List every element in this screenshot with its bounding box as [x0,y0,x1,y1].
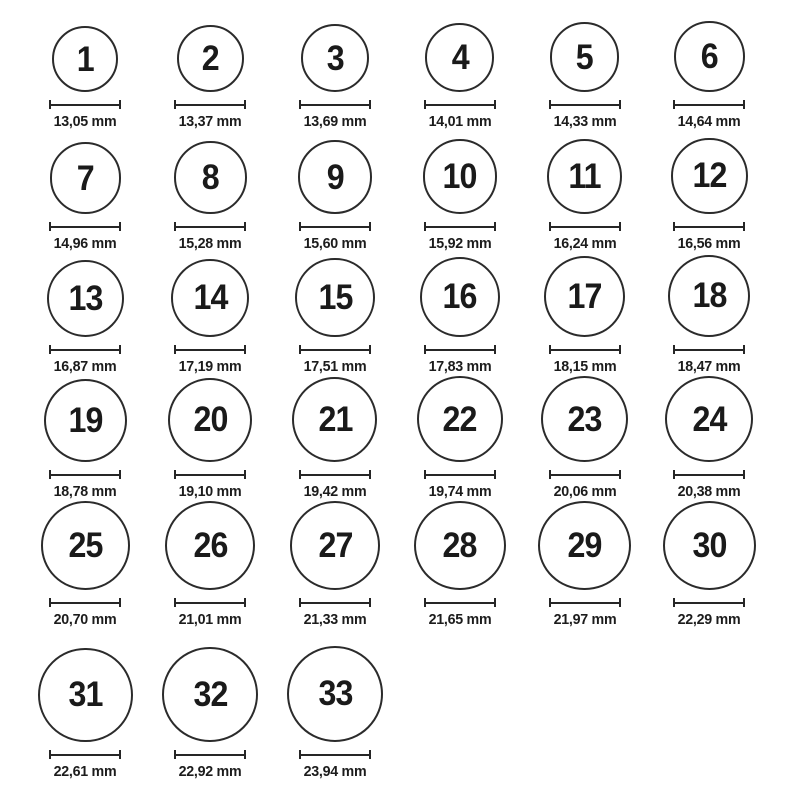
chart-row [23,501,800,629]
ring-size-item [23,253,148,376]
ring-circle [301,24,369,92]
ring-circle [168,378,252,462]
ring-circle [550,22,620,92]
diameter-measure-line [49,100,121,109]
ring-circle [165,501,255,590]
diameter-measure-line [424,222,496,231]
ring-size-number: 29 [567,526,602,566]
ring-circle [52,26,118,92]
ring-size-number: 30 [692,526,727,566]
ring-circle [425,23,494,92]
ring-size-number: 25 [68,526,103,566]
ring-size-item [273,253,398,376]
ring-size-item [397,376,522,501]
ring-circle [663,501,757,590]
ring-size-number: 7 [76,158,94,198]
ring-size-item [148,2,273,131]
diameter-label: 17,83 mm [428,358,492,375]
ring-size-item [522,501,647,629]
diameter-measure-line [424,345,496,354]
ring-circle [298,140,372,214]
diameter-label: 20,70 mm [54,611,117,628]
diameter-label: 21,01 mm [178,611,242,628]
ring-size-item [273,501,398,629]
diameter-label: 21,97 mm [553,611,616,628]
diameter-measure-line [174,222,246,231]
ring-size-number: 15 [317,277,352,317]
diameter-label: 22,29 mm [678,611,741,628]
ring-size-number: 5 [576,37,594,77]
diameter-label: 20,06 mm [553,483,616,500]
ring-size-number: 2 [201,39,219,79]
diameter-label: 20,38 mm [678,483,741,500]
chart-row [23,2,800,131]
diameter-label: 23,94 mm [303,763,367,780]
ring-circle [171,259,249,337]
ring-circle [50,142,122,214]
ring-size-item [647,131,772,253]
ring-size-number: 16 [442,277,477,317]
ring-size-number: 6 [700,37,718,77]
diameter-measure-line [49,598,121,607]
diameter-measure-line [299,470,371,479]
diameter-measure-line [299,598,371,607]
diameter-label: 19,74 mm [428,483,492,500]
diameter-measure-line [174,470,246,479]
ring-circle [292,377,377,462]
ring-size-number: 9 [326,157,344,197]
ring-size-number: 21 [317,400,352,439]
ring-circle [41,501,130,590]
diameter-label: 14,64 mm [678,113,741,130]
diameter-label: 21,33 mm [303,611,367,628]
ring-size-item [273,376,398,501]
ring-size-item [23,629,148,781]
ring-size-number: 22 [442,399,477,439]
diameter-measure-line [424,598,496,607]
ring-circle [674,21,745,92]
ring-circle [423,139,498,214]
ring-size-item [23,376,148,501]
ring-circle [538,501,631,590]
diameter-measure-line [424,470,496,479]
ring-size-item [522,253,647,376]
chart-row [23,131,800,253]
diameter-label: 13,69 mm [303,113,367,130]
ring-size-number: 10 [442,157,477,197]
ring-size-item [647,376,772,501]
ring-size-item [273,131,398,253]
chart-row [23,629,800,781]
diameter-measure-line [424,100,496,109]
ring-size-item [647,501,772,629]
ring-size-item [522,2,647,131]
ring-size-item [148,629,273,781]
diameter-label: 16,24 mm [553,235,616,252]
ring-circle [420,257,500,337]
ring-size-item [522,131,647,253]
ring-size-number: 8 [201,158,219,198]
diameter-measure-line [299,345,371,354]
diameter-measure-line [673,100,745,109]
diameter-measure-line [673,470,745,479]
ring-circle [38,648,133,743]
ring-size-item [273,2,398,131]
ring-circle [414,501,506,590]
diameter-label: 17,51 mm [303,358,367,375]
ring-size-number: 4 [451,38,469,78]
chart-row [23,253,800,376]
ring-circle [174,141,247,214]
diameter-label: 19,10 mm [178,483,242,500]
diameter-measure-line [299,222,371,231]
diameter-label: 13,37 mm [178,113,242,130]
diameter-measure-line [549,598,621,607]
diameter-measure-line [549,222,621,231]
diameter-label: 19,42 mm [303,483,367,500]
ring-size-item [148,131,273,253]
ring-size-number: 12 [692,156,727,196]
ring-size-item [273,629,398,781]
ring-size-number: 33 [317,674,352,714]
ring-size-item [647,253,772,376]
ring-size-number: 11 [568,156,601,196]
ring-size-item [522,376,647,501]
ring-size-number: 32 [193,674,228,714]
ring-size-number: 14 [193,278,228,318]
diameter-label: 13,05 mm [54,113,117,130]
diameter-measure-line [549,345,621,354]
diameter-label: 17,19 mm [178,358,242,375]
ring-circle [541,376,628,462]
diameter-label: 18,78 mm [54,483,117,500]
diameter-label: 18,15 mm [553,358,616,375]
ring-circle [668,255,750,337]
diameter-measure-line [549,470,621,479]
diameter-label: 15,28 mm [178,235,242,252]
diameter-measure-line [673,345,745,354]
diameter-label: 15,60 mm [303,235,367,252]
ring-circle [665,376,753,462]
diameter-measure-line [49,750,121,759]
ring-size-number: 17 [567,276,602,316]
ring-size-number: 20 [193,400,228,440]
ring-size-number: 1 [76,39,94,79]
ring-circle [177,25,244,92]
diameter-measure-line [174,598,246,607]
ring-size-item [397,131,522,253]
ring-size-number: 3 [326,38,344,78]
diameter-measure-line [174,345,246,354]
ring-size-number: 27 [317,526,352,566]
diameter-label: 22,92 mm [178,763,242,780]
ring-size-number: 26 [193,526,228,566]
diameter-measure-line [299,750,371,759]
ring-size-item [397,2,522,131]
diameter-measure-line [49,222,121,231]
ring-circle [547,139,623,215]
ring-circle [287,646,383,742]
ring-size-item [148,376,273,501]
ring-size-item [397,253,522,376]
ring-circle [290,501,381,590]
diameter-label: 22,61 mm [54,763,117,780]
ring-circle [295,258,374,337]
ring-size-item [397,501,522,629]
diameter-measure-line [174,100,246,109]
diameter-label: 14,33 mm [553,113,616,130]
ring-size-item [23,501,148,629]
diameter-label: 21,65 mm [428,611,492,628]
ring-circle [417,376,503,462]
ring-size-number: 28 [442,526,477,566]
ring-size-item [148,501,273,629]
ring-size-item [148,253,273,376]
ring-circle [47,260,124,337]
diameter-label: 14,01 mm [428,113,492,130]
diameter-label: 16,87 mm [54,358,117,375]
diameter-measure-line [174,750,246,759]
diameter-measure-line [673,222,745,231]
diameter-label: 16,56 mm [678,235,741,252]
ring-size-item [647,2,772,131]
ring-size-number: 24 [692,399,727,439]
ring-size-item [23,2,148,131]
diameter-label: 18,47 mm [678,358,741,375]
diameter-measure-line [549,100,621,109]
diameter-measure-line [299,100,371,109]
diameter-label: 14,96 mm [54,235,117,252]
ring-circle [44,379,127,462]
ring-size-number: 23 [567,399,602,439]
ring-size-number: 13 [68,278,103,318]
diameter-measure-line [49,345,121,354]
ring-circle [162,647,257,742]
diameter-measure-line [49,470,121,479]
ring-size-number: 31 [68,675,103,715]
chart-row [23,376,800,501]
ring-circle [544,256,625,337]
diameter-label: 15,92 mm [428,235,492,252]
ring-size-item [23,131,148,253]
ring-size-number: 19 [68,400,103,440]
diameter-measure-line [673,598,745,607]
ring-size-number: 18 [692,276,727,316]
ring-circle [671,138,747,214]
